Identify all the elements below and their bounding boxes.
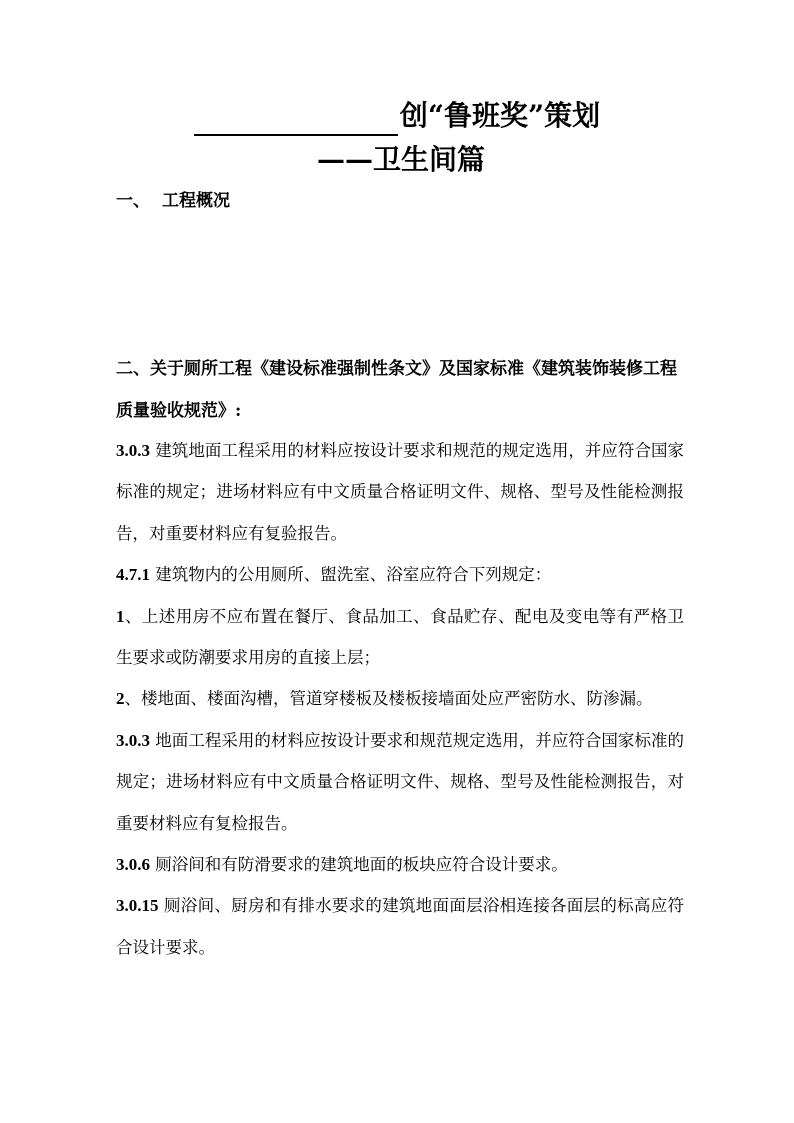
clause-code: 3.0.15 xyxy=(116,896,159,916)
section-label: 工程概况 xyxy=(162,191,230,211)
clause-code: 4.7.1 xyxy=(116,565,150,585)
paragraph xyxy=(116,678,684,719)
clause-code: 3.0.3 xyxy=(116,730,150,750)
paragraph xyxy=(116,554,684,595)
document-subtitle: ——卫生间篇 xyxy=(316,143,485,176)
clause-text: 厕浴间、厨房和有排水要求的建筑地面面层浴相连接各面层的标高应符合设计要求。 xyxy=(116,896,684,957)
paragraph xyxy=(116,596,684,679)
clause-code: 2 xyxy=(116,689,125,709)
clause-text: 地面工程采用的材料应按设计要求和规范规定选用，并应符合国家标准的规定；进场材料应有中文质量合格证明文件、规格、型号及性能检测报告，对重要材料应有复检报告。 xyxy=(116,730,684,833)
clause-code: 1 xyxy=(116,606,125,626)
paragraph xyxy=(116,720,684,844)
clause-text: 、楼地面、楼面沟槽，管道穿楼板及楼板接墙面处应严密防水、防渗漏。 xyxy=(124,689,653,709)
paragraph xyxy=(116,844,684,885)
title-main-text: 创“鲁班奖”策划 xyxy=(399,99,601,132)
clause-code: 3.0.6 xyxy=(116,855,150,875)
title-blank-underline xyxy=(194,104,398,136)
standards-paragraphs xyxy=(116,430,684,968)
paragraph xyxy=(116,430,684,554)
section-heading-standards: 二、关于厕所工程《建设标准强制性条文》及国家标准《建筑装饰装修工程质量验收规范》: xyxy=(116,359,677,421)
clause-code: 3.0.3 xyxy=(116,441,150,460)
section-heading-overview xyxy=(116,188,230,214)
document-title xyxy=(0,96,794,136)
clause-text: 建筑物内的公用厕所、盥洗室、浴室应符合下列规定： xyxy=(150,565,552,585)
section-number: 一、 xyxy=(116,191,150,211)
clause-text: 厕浴间和有防滑要求的建筑地面的板块应符合设计要求。 xyxy=(150,855,568,875)
clause-text: 建筑地面工程采用的材料应按设计要求和规范的规定选用，并应符合国家标准的规定；进场材料应有中文质量合格证明文件、规格、型号及性能检测报告，对重要材料应有复验报告。 xyxy=(116,441,684,543)
clause-text: 、上述用房不应布置在餐厅、食品加工、食品贮存、配电及变电等有严格卫生要求或防潮要求用房的直接上层； xyxy=(116,606,684,668)
paragraph xyxy=(116,885,684,968)
